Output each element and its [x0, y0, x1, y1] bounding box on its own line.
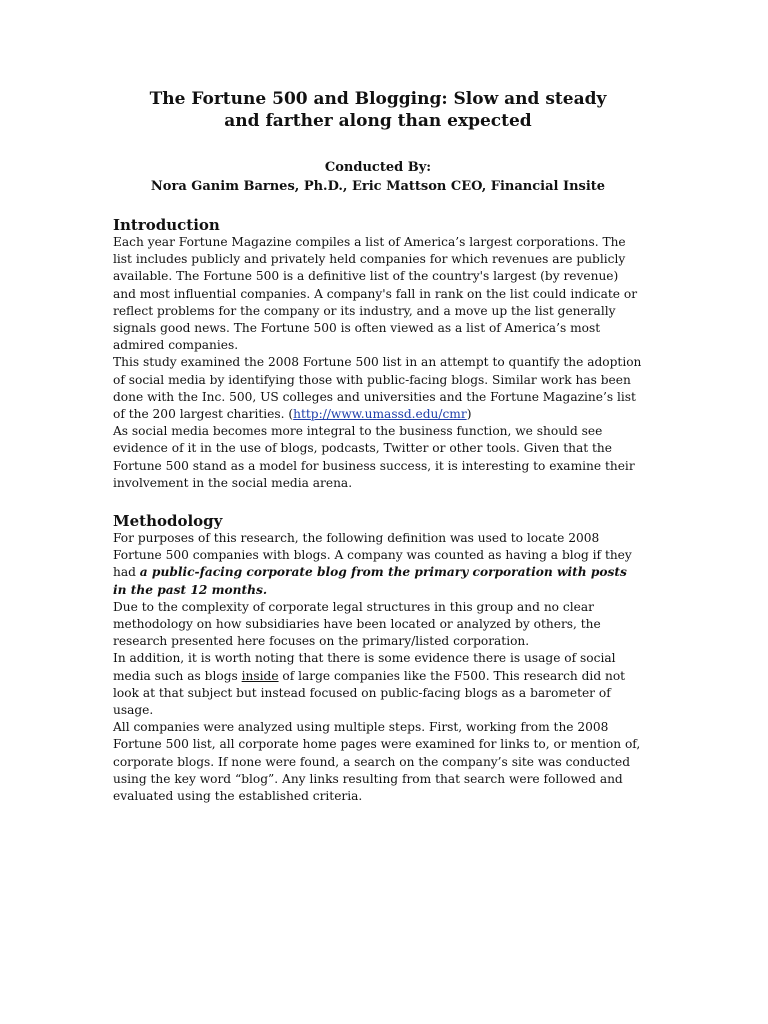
methodology-paragraph-3-tail: of large companies like the F500. This research did not look at that subject but instead focused on public-facing blogs as a barometer of usage.	[113, 668, 626, 718]
inside-underlined-word: inside	[241, 668, 279, 683]
methodology-paragraph-3-text: In addition, it is worth noting that there is some evidence there is usage of social media such as blogs	[113, 651, 616, 683]
methodology-paragraph-1-text: For purposes of this research, the following definition was used to locate 2008 Fortune 500 companies with blogs. A company was counted as having a blog if they had	[113, 531, 632, 580]
introduction-paragraph-2-tail: )	[466, 407, 472, 422]
introduction-paragraph-1: Each year Fortune Magazine compiles a list of America’s largest corporations. The list includes publicly and privately held companies for which revenues are publicly available. The Fortune 500 is a definitive list of the country's largest (by revenue) and most influential companies. A company's fall in rank on the list could indicate or reflect problems for the company or its industry, and a move up the list generally signals good news. The Fortune 500 is often viewed as a list of America’s most admired companies.	[113, 235, 638, 353]
introduction-paragraph-3: As social media becomes more integral to the business function, we should see evidence of it in the use of blogs, podcasts, Twitter or other tools. Given that the Fortune 500 stand as a model for business success, it is interesting to examine their involvement in the social media arena.	[113, 424, 635, 490]
methodology-paragraph-4: All companies were analyzed using multiple steps. First, working from the 2008 Fortune 500 list, all corporate home pages were examined for links to, or mention of, corporate blogs. If none were found, a search on the company’s site was conducted using the key word “blog”. Any links resulting from that search were followed and evaluated using the established criteria.	[113, 720, 641, 804]
methodology-paragraph-1	[113, 530, 643, 599]
umassd-cmr-link[interactable]: http://www.umassd.edu/cmr	[293, 407, 467, 422]
byline-label: Conducted By:	[324, 160, 432, 175]
title-line-1: The Fortune 500 and Blogging: Slow and steady	[149, 89, 607, 109]
methodology-paragraph-2: Due to the complexity of corporate legal structures in this group and no clear methodology on how subsidiaries have been located or analyzed by others, the research presented here focuses on the primary/listed corporation.	[113, 599, 601, 649]
document-page	[113, 88, 643, 805]
byline-authors: Nora Ganim Barnes, Ph.D., Eric Mattson CEO, Financial Insite	[150, 179, 606, 194]
byline	[113, 158, 643, 196]
introduction-paragraph-2-text: This study examined the 2008 Fortune 500 list in an attempt to quantify the adoption of social media by identifying those with public-facing blogs. Similar work has been done with the Inc. 500, US colleges and universities and the Fortune Magazine’s list of the 200 largest charities. (	[113, 355, 642, 422]
document-title	[113, 88, 643, 132]
title-line-2: and farther along than expected	[224, 111, 532, 131]
methodology-heading: Methodology	[113, 512, 223, 531]
blog-definition-emphasis: a public-facing corporate blog from the primary corporation with posts in the past 12 months.	[113, 565, 627, 597]
methodology-paragraph-3	[113, 650, 643, 719]
introduction-heading: Introduction	[113, 216, 220, 234]
introduction-paragraph-2	[113, 354, 643, 423]
